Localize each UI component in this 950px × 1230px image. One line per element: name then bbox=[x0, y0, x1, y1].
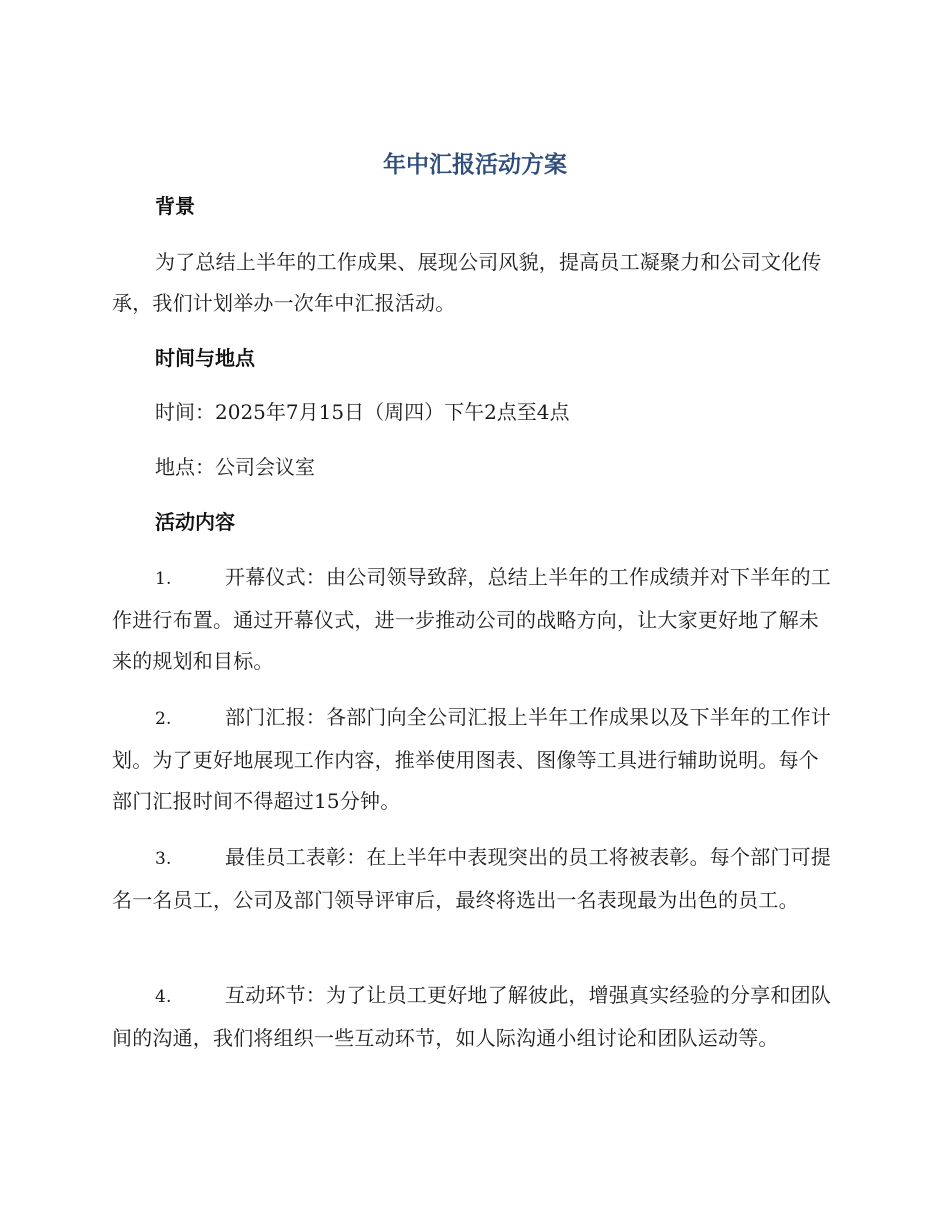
list-item bbox=[112, 837, 838, 921]
list-item-number: 3. bbox=[155, 849, 172, 869]
place-line: 地点：公司会议室 bbox=[155, 455, 315, 479]
list-item bbox=[112, 975, 838, 1059]
section-heading-content: 活动内容 bbox=[155, 510, 235, 534]
list-item-text: 最佳员工表彰：在上半年中表现突出的员工将被表彰。每个部门可提名一名员工，公司及部门领导评审后，最终将选出一名表现最为出色的员工。 bbox=[112, 845, 831, 912]
list-item-number: 2. bbox=[155, 709, 172, 729]
background-paragraph: 为了总结上半年的工作成果、展现公司风貌，提高员工凝聚力和公司文化传承，我们计划举办一次年中汇报活动。 bbox=[112, 250, 822, 315]
list-item-text: 互动环节：为了让员工更好地了解彼此，增强真实经验的分享和团队间的沟通，我们将组织一些互动环节，如人际沟通小组讨论和团队运动等。 bbox=[112, 983, 831, 1050]
list-item-number: 4. bbox=[155, 987, 172, 1007]
list-item-text: 部门汇报：各部门向全公司汇报上半年工作成果以及下半年的工作计划。为了更好地展现工作内容，推举使用图表、图像等工具进行辅助说明。每个部门汇报时间不得超过15分钟。 bbox=[112, 705, 831, 813]
section-heading-background: 背景 bbox=[155, 194, 195, 218]
time-line: 时间：2025年7月15日（周四）下午2点至4点 bbox=[155, 400, 570, 424]
list-item-text: 开幕仪式：由公司领导致辞，总结上半年的工作成绩并对下半年的工作进行布置。通过开幕仪式，进一步推动公司的战略方向，让大家更好地了解未来的规划和目标。 bbox=[112, 565, 831, 673]
list-item bbox=[112, 557, 838, 682]
list-item bbox=[112, 697, 838, 822]
list-item-number: 1. bbox=[155, 569, 172, 589]
document-title: 年中汇报活动方案 bbox=[383, 152, 567, 178]
section-heading-time-place: 时间与地点 bbox=[155, 346, 255, 370]
